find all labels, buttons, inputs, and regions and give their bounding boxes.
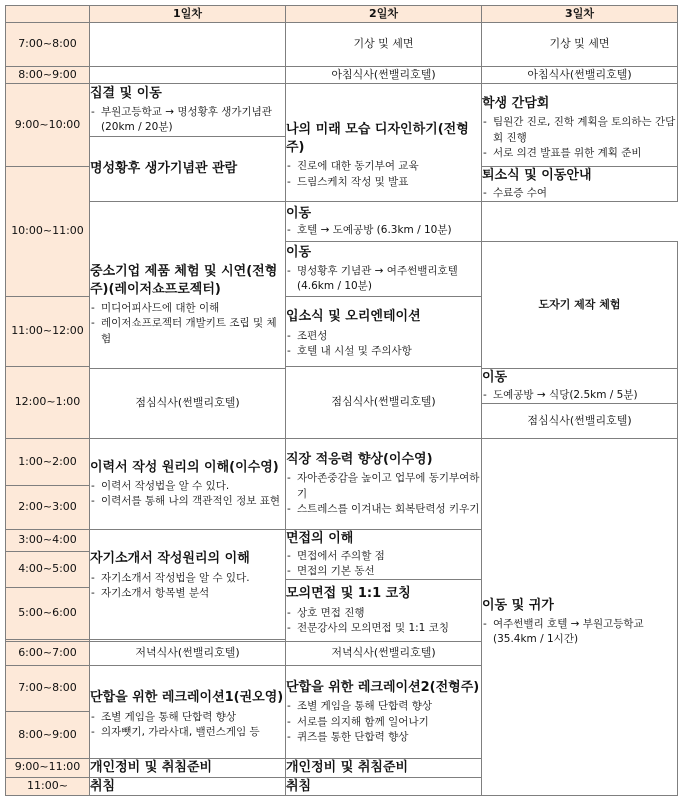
day3-lunch: 점심식사(썬밸리호텔) (482, 404, 678, 439)
block-item: - 명성황후 기념관 → 여주썬밸리호텔 (4.6km / 10분) (286, 264, 481, 294)
day1-empty-cell (90, 23, 286, 67)
time-slot: 10:00~11:00 (6, 167, 90, 297)
block-title: 이동 (482, 370, 508, 386)
day3-pottery-block: 도자기 제작 체험 (482, 242, 678, 369)
day2-mock-block (286, 579, 482, 641)
day3-move2-block (482, 369, 678, 404)
block-title: 이동 (286, 244, 312, 260)
block-item: - 부원고등학교 → 명성황후 생가기념관 (20km / 20분) (90, 105, 285, 135)
header-row (6, 6, 678, 23)
day3-move1-block (286, 202, 482, 242)
day2-product-block (90, 202, 286, 369)
block-title: 입소식 및 오리엔테이션 (286, 309, 421, 324)
block-item: - 자기소개서 작성법을 알 수 있다. (90, 571, 285, 586)
day2-adapt-block (286, 439, 482, 530)
header-corner (6, 6, 90, 23)
time-slot: 12:00~1:00 (6, 367, 90, 439)
time-slot: 11:00~ (6, 777, 90, 796)
day3-return-block (482, 439, 678, 796)
block-title: 나의 미래 모습 디자인하기(전형주) (286, 122, 469, 155)
day1-sleep (90, 777, 286, 796)
block-item: - 레이저쇼프로젝터 개발키트 조립 및 체험 (90, 316, 285, 346)
block-title: 면접의 이해 (286, 531, 354, 546)
block-title: 단합을 위한 레크레이션1(권오영) (90, 690, 284, 706)
day3-closing-block (482, 167, 678, 202)
time-slot: 8:00~9:00 (6, 67, 90, 84)
block-title: 직장 적응력 향상(이수영) (286, 451, 433, 467)
block-item: - 서로 의견 발표를 위한 계획 준비 (482, 146, 677, 161)
day1-resume-block (90, 439, 286, 530)
time-slot: 7:00~8:00 (6, 665, 90, 711)
block-title: 이동 및 귀가 (482, 597, 554, 613)
block-item: - 진로에 대한 동기부여 교육 (286, 159, 481, 174)
day1-lunch: 점심식사(썬밸리호텔) (286, 367, 482, 439)
day3-breakfast: 아침식사(썬밸리호텔) (482, 67, 678, 84)
time-slot: 5:00~6:00 (6, 587, 90, 639)
day2-recreation-block (286, 665, 482, 758)
time-slot: 8:00~9:00 (6, 711, 90, 758)
block-title: 자기소개서 작성원리의 이해 (90, 551, 250, 566)
block-title: 개인정비 및 취침준비 (90, 759, 213, 775)
day1-dinner: 저녁식사(썬밸리호텔) (90, 641, 286, 665)
day2-header: 2일차 (286, 6, 482, 23)
block-item: - 조별 게임을 통해 단합력 향상 (90, 710, 285, 725)
day1-header: 1일차 (90, 6, 286, 23)
time-slot: 1:00~2:00 (6, 439, 90, 486)
time-slot: 7:00~8:00 (6, 23, 90, 67)
day1-move-block (286, 242, 482, 297)
block-title: 학생 간담회 (482, 95, 550, 111)
day1-orientation-block (286, 297, 482, 367)
block-item: - 면접의 기본 동선 (286, 564, 481, 579)
block-item: - 도예공방 → 식당(2.5km / 5분) (482, 388, 677, 403)
day1-gather-block (90, 84, 286, 137)
block-item: - 스트레스를 이겨내는 회복탄력성 키우기 (286, 502, 481, 517)
block-title: 이동 (286, 205, 312, 221)
block-item: - 면접에서 주의할 점 (286, 549, 481, 564)
block-title: 단합을 위한 레크레이션2(전형주) (286, 679, 480, 695)
day2-dinner: 저녁식사(썬밸리호텔) (286, 641, 482, 665)
block-item: - 수료증 수여 (482, 186, 677, 201)
day2-breakfast: 아침식사(썬밸리호텔) (286, 67, 482, 84)
day2-sleep (286, 777, 482, 796)
block-title: 집결 및 이동 (90, 85, 162, 101)
block-item: - 이력서를 통해 나의 객관적인 정보 표현 (90, 494, 285, 509)
block-item: - 퀴즈를 통한 단합력 향상 (286, 730, 481, 745)
block-item: - 드림스케치 작성 및 발표 (286, 175, 481, 190)
day2-prep (286, 758, 482, 777)
block-title: 모의면접 및 1:1 코칭 (286, 585, 411, 601)
day2-lunch: 점심식사(썬밸리호텔) (90, 369, 286, 439)
day1-visit-block (90, 137, 286, 202)
day2-future-block (286, 84, 482, 202)
time-slot: 2:00~3:00 (6, 486, 90, 530)
block-title: 명성황후 생가기념관 관람 (90, 161, 238, 177)
day1-prep (90, 758, 286, 777)
block-item: - 팀원간 진로, 진학 계획을 토의하는 간담회 진행 (482, 115, 677, 145)
day3-header: 3일차 (482, 6, 678, 23)
day3-meeting-block (482, 84, 678, 167)
time-slot: 6:00~7:00 (6, 641, 90, 665)
block-item: - 조별 게임을 통해 단합력 향상 (286, 699, 481, 714)
block-title: 중소기업 제품 체험 및 시연(전형주)(레이저쇼프로젝터) (90, 264, 278, 297)
time-slot: 11:00~12:00 (6, 297, 90, 367)
day3-wake: 기상 및 세면 (482, 23, 678, 67)
block-item: - 이력서 작성법을 알 수 있다. (90, 479, 285, 494)
time-slot: 9:00~11:00 (6, 758, 90, 777)
time-slot: 4:00~5:00 (6, 552, 90, 588)
block-title: 취침 (90, 778, 116, 794)
day2-wake: 기상 및 세면 (286, 23, 482, 67)
block-item: - 자아존중감을 높이고 업무에 동기부여하기 (286, 471, 481, 501)
time-slot: 3:00~4:00 (6, 530, 90, 552)
block-item: - 상호 면접 진행 (286, 606, 481, 621)
day1-recreation-block (90, 665, 286, 758)
schedule-table (5, 5, 678, 796)
day1-empty-cell (90, 67, 286, 84)
block-title: 퇴소식 및 이동안내 (482, 168, 592, 184)
block-item: - 의자뺏기, 가라사대, 밸런스게임 등 (90, 725, 285, 740)
block-title: 취침 (286, 778, 312, 794)
block-item: - 전문강사의 모의면접 및 1:1 코칭 (286, 621, 481, 636)
block-item: - 여주썬밸리 호텔 → 부원고등학교 (35.4km / 1시간) (482, 617, 677, 647)
block-item: - 호텔 → 도예공방 (6.3km / 10분) (286, 223, 481, 238)
block-item: - 미디어피사드에 대한 이해 (90, 301, 285, 316)
block-title: 개인정비 및 취침준비 (286, 759, 409, 775)
time-slot: 9:00~10:00 (6, 84, 90, 167)
day1-cover-block (90, 530, 286, 640)
block-item: - 자기소개서 항목별 분석 (90, 586, 285, 601)
day2-interview-block (286, 530, 482, 580)
block-title: 이력서 작성 원리의 이해(이수영) (90, 459, 279, 475)
block-item: - 호텔 내 시설 및 주의사항 (286, 344, 481, 359)
block-item: - 서로를 의지해 함께 일어나기 (286, 715, 481, 730)
block-item: - 조편성 (286, 329, 481, 344)
